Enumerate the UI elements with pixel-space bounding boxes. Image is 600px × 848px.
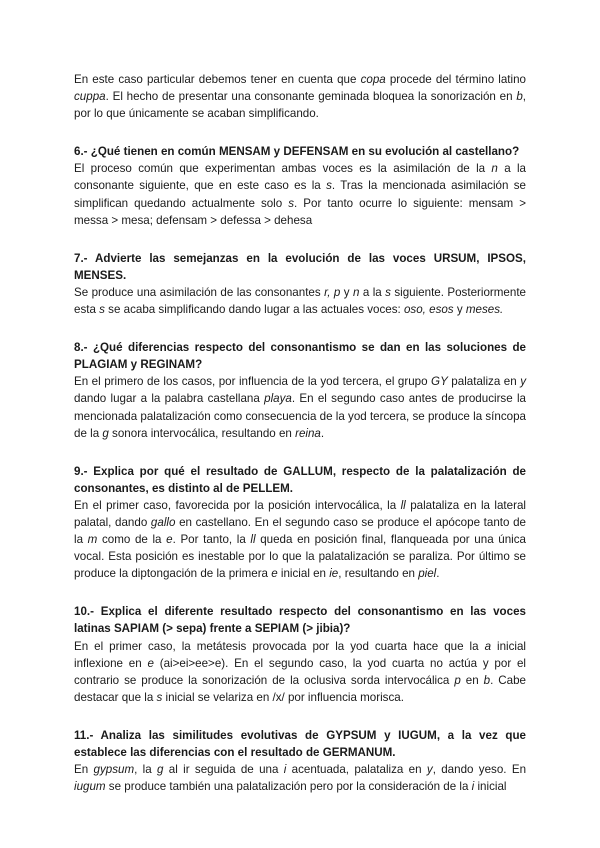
text-run: , la: [134, 763, 158, 777]
text-run: . Tras la mencionada asimilación se simplifican quedando actualmente solo: [74, 179, 527, 210]
italic-term: e: [166, 533, 173, 547]
italic-term: ie: [329, 567, 339, 581]
document-body: [74, 71, 526, 795]
italic-term: e: [147, 656, 154, 670]
text-run: inicial: [474, 780, 507, 794]
text-run: (ai>ei>ee>e). En el segundo caso, la yod cuarta no actúa y por el contrario se produce la sonorización de la oclusiva sorda intervocálica: [74, 656, 526, 687]
text-run: inicial en: [277, 567, 330, 581]
question-section: [74, 250, 526, 318]
text-run: . En el segundo caso antes de producirse la mencionada palatalización como consecuencia de la yod tercera, se produce la síncopa de la: [74, 392, 526, 440]
intro-paragraph: [74, 71, 526, 122]
italic-term: n: [491, 162, 498, 176]
text-run: , dando yeso. En: [432, 763, 527, 777]
italic-term: s: [99, 303, 105, 317]
text-run: queda en posición final, flanqueada por una única vocal. Esta posición es inestable por lo que la palatalización se paraliza. Por último se produce la diptongación de la primera: [74, 533, 526, 581]
italic-term: n: [352, 285, 360, 299]
text-run: En el primero de los casos, por influencia de la yod tercera, el grupo: [74, 375, 432, 389]
question-heading: 10.- Explica el diferente resultado respecto del consonantismo en las voces latinas SAPIAM (> sepa) frente a SEPIAM (> jibia)?: [74, 605, 526, 636]
question-section: [74, 727, 526, 795]
text-run: palataliza en: [447, 375, 521, 389]
italic-term: reina: [295, 426, 321, 440]
text-run: . Por tanto ocurre lo siguiente: mensam > messa > mesa; defensam > defessa > dehesa: [74, 196, 526, 227]
italic-term: ll: [250, 533, 256, 547]
text-run: . El hecho de presentar una consonante geminada bloquea la sonorización en: [105, 90, 517, 104]
text-run: .: [436, 567, 440, 581]
italic-term: cuppa: [74, 90, 106, 104]
italic-term: meses.: [465, 303, 504, 317]
text-run: y: [340, 285, 353, 299]
question-section: [74, 143, 526, 228]
question-heading: 8.- ¿Qué diferencias respecto del consonantismo se dan en las soluciones de PLAGIAM y REGINAM?: [74, 341, 526, 372]
italic-term: gallo: [150, 515, 176, 529]
text-run: El proceso común que experimentan ambas voces es la asimilación de la: [74, 162, 492, 176]
text-run: , resultando en: [338, 567, 419, 581]
text-run: se acaba simplificando dando lugar a las actuales voces:: [104, 303, 404, 317]
text-run: siguiente. Posteriormente esta: [74, 285, 526, 317]
text-run: a la: [359, 285, 386, 299]
italic-term: iugum: [74, 780, 106, 794]
italic-term: copa: [360, 73, 386, 86]
text-run: y: [453, 303, 466, 317]
question-heading: 9.- Explica por qué el resultado de GALLUM, respecto de la palatalización de consonantes, es distinto al de PELLEM.: [74, 464, 526, 495]
text-run: como de la: [97, 533, 167, 547]
text-run: a la consonante siguiente, que en este caso es la: [74, 162, 526, 193]
italic-term: e: [271, 567, 278, 581]
italic-term: s: [156, 690, 163, 704]
italic-term: gypsum: [93, 763, 135, 777]
text-run: sonora intervocálica, resultando en: [108, 426, 296, 440]
answer-paragraph: [74, 761, 526, 795]
italic-term: r, p: [324, 285, 341, 299]
question-section: [74, 603, 526, 706]
answer-paragraph: [74, 497, 526, 582]
italic-term: playa: [264, 392, 292, 406]
text-run: acentuada, palataliza en: [286, 763, 427, 777]
text-run: en castellano. En el segundo caso se produce el apócope tanto de la: [74, 515, 526, 547]
text-run: .: [320, 426, 325, 440]
answer-paragraph: [74, 284, 526, 318]
text-run: . Cabe destacar que la: [74, 673, 526, 704]
text-run: en: [460, 673, 484, 687]
italic-term: y: [520, 375, 526, 389]
italic-term: g: [102, 426, 109, 440]
text-run: En este caso particular debemos tener en cuenta que: [74, 73, 361, 86]
intro-section: [74, 71, 526, 122]
italic-term: g: [157, 763, 164, 777]
text-run: inicial se velariza en /x/ por influencia morisca.: [162, 690, 404, 704]
answer-paragraph: [74, 373, 526, 441]
text-run: inicial inflexione en: [74, 639, 526, 670]
italic-term: y: [426, 763, 433, 777]
italic-term: s: [326, 179, 332, 193]
italic-term: piel: [418, 567, 437, 581]
text-run: En: [74, 763, 94, 777]
text-run: al ir seguida de una: [163, 763, 284, 777]
italic-term: i: [283, 763, 287, 777]
italic-term: a: [484, 639, 492, 653]
text-run: . Por tanto, la: [172, 533, 251, 547]
italic-term: oso, esos: [403, 303, 454, 317]
text-run: En el primer caso, la metátesis provocada por la yod cuarta hace que la: [74, 639, 485, 653]
question-section: [74, 463, 526, 583]
text-run: Se produce una asimilación de las consonantes: [74, 285, 325, 299]
text-run: dando lugar a la palabra castellana: [74, 392, 265, 406]
text-run: palataliza en la lateral palatal, dando: [74, 498, 526, 529]
italic-term: GY: [431, 375, 448, 389]
text-run: , por lo que únicamente se acaban simplificando.: [74, 90, 526, 121]
italic-term: p: [454, 673, 461, 687]
italic-term: m: [87, 533, 98, 547]
italic-term: ll: [400, 498, 406, 512]
italic-term: s: [385, 285, 391, 299]
question-heading: 7.- Advierte las semejanzas en la evolución de las voces URSUM, IPSOS, MENSES.: [74, 251, 526, 282]
italic-term: b: [483, 673, 491, 687]
question-heading: 11.- Analiza las similitudes evolutivas de GYPSUM y IUGUM, a la vez que establece las diferencias con el resultado de GERMANUM.: [74, 728, 526, 759]
italic-term: b: [516, 90, 523, 104]
text-run: se produce también una palatalización pero por la consideración de la: [105, 780, 472, 794]
question-heading: 6.- ¿Qué tienen en común MENSAM y DEFENSAM en su evolución al castellano?: [74, 145, 520, 159]
answer-paragraph: [74, 638, 526, 706]
answer-paragraph: [74, 160, 526, 228]
italic-term: s: [288, 196, 295, 210]
text-run: En el primer caso, favorecida por la posición intervocálica, la: [74, 498, 401, 512]
italic-term: i: [471, 780, 475, 794]
text-run: procede del término latino: [385, 73, 526, 86]
question-section: [74, 339, 526, 442]
